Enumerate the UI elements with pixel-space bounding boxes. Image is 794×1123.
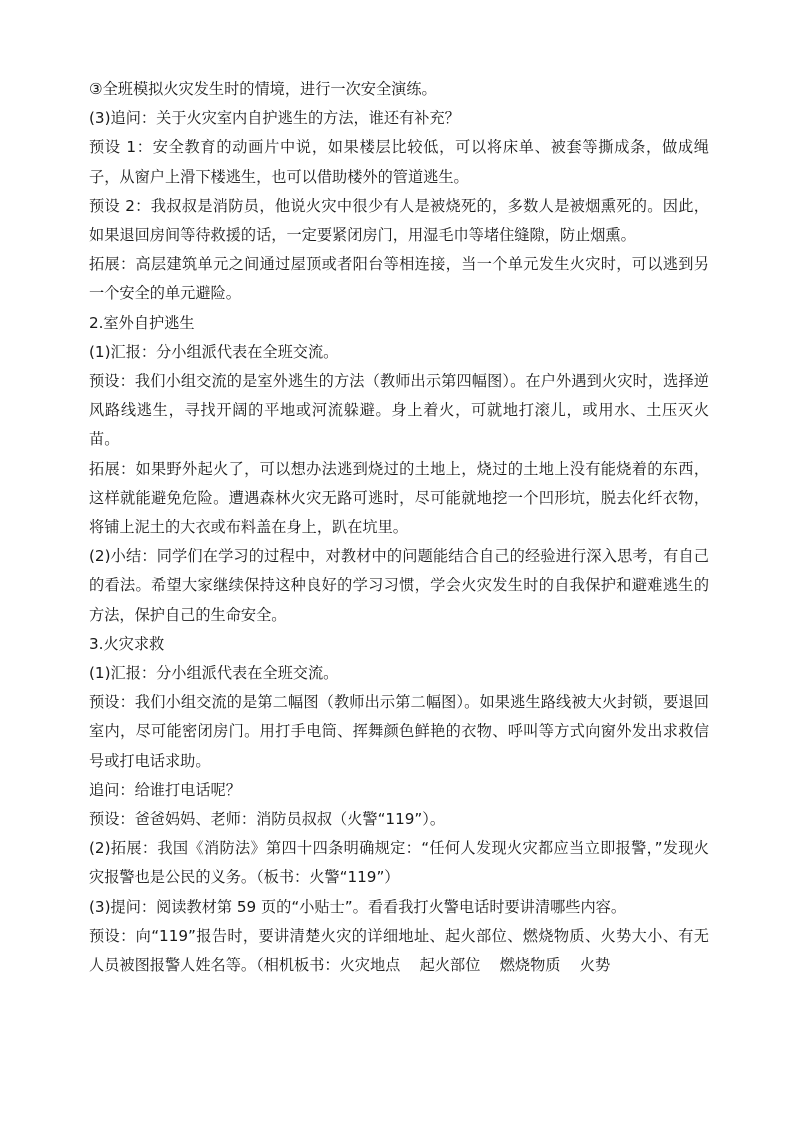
paragraph-question-tips: (3)提问：阅读教材第 59 页的“小贴士”。看看我打火警电话时要讲清哪些内容。 xyxy=(89,897,627,916)
paragraph-extension-highrise: 拓展：高层建筑单元之间通过屋顶或者阳台等相连接，当一个单元发生火灾时，可以逃到另一个安全的单元避险。 xyxy=(89,255,709,303)
document-body xyxy=(89,75,709,980)
paragraph-summary: (2)小结：同学们在学习的过程中，对教材中的问题能结合自己的经验进行深入思考，有自己的看法。希望大家继续保持这种良好的学习习惯，学会火灾发生时的自我保护和避难逃生的方法，保护自己的生命安全。 xyxy=(89,547,709,624)
paragraph-preset-call: 预设：爸爸妈妈、老师：消防员叔叔（火警“119”）。 xyxy=(89,810,446,829)
section-heading-fire-rescue: 3.火灾求救 xyxy=(89,634,165,653)
paragraph-report-2: (1)汇报：分小组派代表在全班交流。 xyxy=(89,664,339,683)
paragraph-followup-call: 追问：给谁打电话呢？ xyxy=(89,780,241,799)
paragraph-drill: ③全班模拟火灾发生时的情境，进行一次安全演练。 xyxy=(89,80,437,98)
paragraph-preset-rescue: 预设：我们小组交流的是第二幅图（教师出示第二幅图）。如果逃生路线被大火封锁，要退回室内，尽可能密闭房门。用打手电筒、挥舞颜色鲜艳的衣物、呼叫等方式向窗外发出求救信号或打电话求助。 xyxy=(89,693,709,770)
paragraph-preset-report: 预设：向“119”报告时，要讲清楚火灾的详细地址、起火部位、燃烧物质、火势大小、有无人员被图报警人姓名等。（相机板书：火灾地点 起火部位 燃烧物质 火势 xyxy=(89,926,709,975)
paragraph-report-1: (1)汇报：分小组派代表在全班交流。 xyxy=(89,342,339,361)
paragraph-extension-wildfire: 拓展：如果野外起火了，可以想办法逃到烧过的土地上，烧过的土地上没有能烧着的东西，这样就能避免危险。遭遇森林火灾无路可逃时，尽可能就地挖一个凹形坑，脱去化纤衣物，将铺上泥土的大衣或布料盖在身上，趴在坑里。 xyxy=(89,459,709,537)
paragraph-preset-1: 预设 1：安全教育的动画片中说，如果楼层比较低，可以将床单、被套等撕成条，做成绳子，从窗户上滑下楼逃生，也可以借助楼外的管道逃生。 xyxy=(89,138,709,186)
paragraph-followup-question: (3)追问：关于火灾室内自护逃生的方法，谁还有补充？ xyxy=(89,109,460,128)
paragraph-preset-2: 预设 2：我叔叔是消防员，他说火灾中很少有人是被烧死的，多数人是被烟熏死的。因此，如果退回房间等待救援的话，一定要紧闭房门，用湿毛巾等堵住缝隙，防止烟熏。 xyxy=(89,196,709,245)
paragraph-extension-law: (2)拓展：我国《消防法》第四十四条明确规定：“任何人发现火灾都应当立即报警，”发现火灾报警也是公民的义务。（板书：火警“119”） xyxy=(89,839,709,887)
section-heading-outdoor-escape: 2.室外自护逃生 xyxy=(89,313,195,332)
paragraph-preset-outdoor: 预设：我们小组交流的是室外逃生的方法（教师出示第四幅图）。在户外遇到火灾时，选择逆风路线逃生，寻找开阔的平地或河流躲避。身上着火，可就地打滚儿，或用水、土压灭火苗。 xyxy=(89,372,709,449)
